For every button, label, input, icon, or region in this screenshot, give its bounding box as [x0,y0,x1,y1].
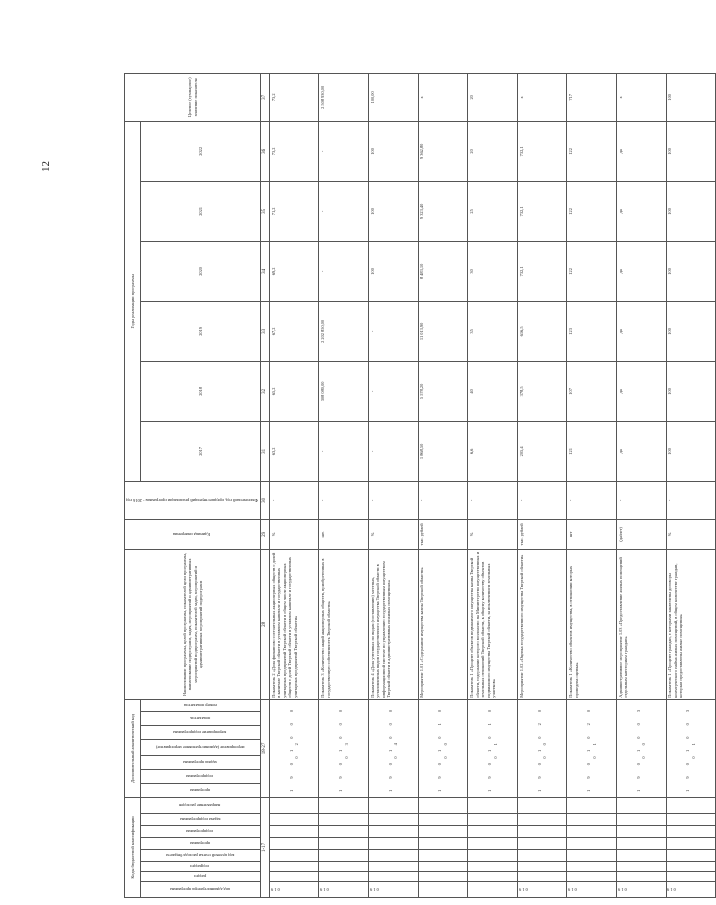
add-col-program: программа [141,783,261,797]
budget-col-target-article: код целевой статьи расхода бюджета [141,850,261,862]
budget-code-cell [567,850,617,862]
year-2018-header: 2018 [141,361,261,421]
base-year-cell: - [666,481,716,519]
base-year-cell: - [517,481,567,519]
year-value-cell: 100 [666,361,716,421]
budget-code-cell [468,872,518,882]
additional-code-cell: 1 9 0 1 0 2 0 0 1 [567,699,617,797]
year-value-cell: 100 [369,121,419,181]
target-value-cell: 20 [468,73,518,121]
budget-code-cell [567,838,617,850]
year-value-cell: - [319,181,369,241]
col-number-31: 31 [261,421,270,481]
budget-code-cell [567,826,617,838]
additional-code-cell: 1 9 0 1 0 1 0 0 0 [418,699,468,797]
additional-code-cell: 1 9 0 1 0 0 0 0 2 [269,699,319,797]
budget-code-cell [319,797,369,813]
year-value-cell: 616,5 [517,301,567,361]
budget-code-cell [517,826,567,838]
year-2017-header: 2017 [141,421,261,481]
add-col-activity: мероприятие (административное мероприятие) [141,739,261,755]
budget-code-cell [319,838,369,850]
col-numbers-add: 18-27 [261,699,270,797]
base-year-cell: - [418,481,468,519]
year-value-cell: да [617,181,667,241]
budget-code-cell [418,826,468,838]
budget-code-cell [567,814,617,826]
target-value-cell: 100 [666,73,716,121]
admin-code-cell: 0 1 9 [369,882,419,898]
col-numbers-budget: 1-17 [261,797,270,897]
budget-code-cell [418,862,468,872]
budget-code-cell [567,797,617,813]
year-value-cell: 100 [666,301,716,361]
budget-code-cell [269,826,319,838]
year-value-cell: 100 [666,421,716,481]
budget-code-cell [666,814,716,826]
base-year-cell: - [468,481,518,519]
unit-cell: шт. [319,519,369,549]
table-row [468,73,518,897]
budget-code-cell [269,814,319,826]
budget-code-cell [666,872,716,882]
year-value-cell: 205,4 [517,421,567,481]
additional-code-cell: 1 9 0 1 0 2 0 0 0 [517,699,567,797]
budget-code-cell [269,850,319,862]
budget-code-cell [567,872,617,882]
budget-classification-header: Коды бюджетной классификации [125,797,141,897]
year-value-cell: да [617,301,667,361]
year-value-cell: 65,2 [269,361,319,421]
unit-cell: тыс. рублей [517,519,567,549]
col-number-34: 34 [261,241,270,301]
row-name-cell: Показатель 4 «Доля учтенных по видам (составлению) местных, установленных видов государственного имущества Тверской области в информационной системе по управлению государственным имуществом Тверской области в административных нежилых помещениях» [369,549,419,699]
year-value-cell: да [617,241,667,301]
table-row [369,73,419,897]
row-name-cell: Мероприятие 1.02 «Оценка государственного имущества Тверской области» [517,549,567,699]
col-number-35: 35 [261,181,270,241]
budget-code-cell [468,814,518,826]
additional-code-cell: 1 9 0 1 0 0 0 0 4 [369,699,419,797]
year-value-cell: 11 013,90 [418,301,468,361]
unit-cell: шт [567,519,617,549]
table-row [319,73,369,897]
base-year-column-header: Фактический год, предшествующий реализации программы - 2016 год [125,481,261,519]
col-number-30: 30 [261,481,270,519]
row-name-cell: Показатель 1 «Количество объектов имущества, в отношении которых проведена оценка» [567,549,617,699]
unit-cell: тыс. рублей [418,519,468,549]
year-value-cell: 732,1 [517,181,567,241]
budget-col-admin: код администратора программы [141,882,261,898]
base-year-cell: - [369,481,419,519]
year-2020-header: 2020 [141,241,261,301]
budget-code-cell [666,850,716,862]
budget-code-cell [468,826,518,838]
year-2021-header: 2021 [141,181,261,241]
year-value-cell: 100 [666,121,716,181]
budget-col-subsection: подраздел [141,862,261,872]
budget-code-cell [617,850,667,862]
year-value-cell: 6,6 [468,421,518,481]
year-value-cell: 30 [468,241,518,301]
budget-code-cell [517,850,567,862]
budget-code-cell [319,850,369,862]
budget-code-cell [369,826,419,838]
base-year-cell: - [269,481,319,519]
year-value-cell: - [369,361,419,421]
budget-col-section: раздел [141,872,261,882]
year-value-cell: 100 [666,181,716,241]
unit-cell: (да/нет) [617,519,667,549]
year-value-cell: - [369,301,419,361]
additional-code-cell: 1 9 0 1 0 0 3 0 1 [666,699,716,797]
budget-code-cell [269,862,319,872]
admin-code-cell [418,882,468,898]
budget-code-cell [617,862,667,872]
year-value-cell: - [319,121,369,181]
additional-code-cell: 1 9 0 1 0 0 3 0 0 [617,699,667,797]
year-value-cell: - [319,241,369,301]
unit-cell: % [666,519,716,549]
add-col-subprogram: подпрограмма [141,769,261,783]
year-value-cell: 732,1 [517,241,567,301]
budget-code-cell [617,826,667,838]
page-number: 12 [40,161,52,172]
additional-code-header: Дополнительный аналитический код [125,699,141,797]
year-value-cell: да [617,421,667,481]
year-value-cell: 5 578,20 [418,361,468,421]
admin-code-cell: 0 1 9 [517,882,567,898]
budget-code-cell [369,797,419,813]
budget-code-cell [269,872,319,882]
budget-code-cell [666,838,716,850]
budget-code-cell [319,814,369,826]
col-number-28: 28 [261,549,270,699]
year-value-cell: 308 080,00 [319,361,369,421]
budget-code-cell [617,838,667,850]
year-value-cell: 9 362,80 [418,121,468,181]
year-value-cell: 2 202 850,00 [319,301,369,361]
year-value-cell: 100 [369,181,419,241]
year-value-cell: 25 [468,181,518,241]
year-value-cell: да [617,121,667,181]
table-row [666,73,716,897]
col-number-32: 32 [261,361,270,421]
admin-code-cell: 0 1 9 [319,882,369,898]
year-value-cell: 67,2 [269,301,319,361]
year-value-cell: 123 [567,301,617,361]
budget-code-cell [468,850,518,862]
year-value-cell: - [369,421,419,481]
budget-code-cell [517,872,567,882]
admin-code-cell: 0 1 9 [567,882,617,898]
budget-code-cell [369,862,419,872]
year-value-cell: 732,1 [517,121,567,181]
target-value-cell: 73,2 [269,73,319,121]
years-group-header: Годы реализации программы [125,121,141,481]
table-row [567,73,617,897]
budget-code-cell [269,797,319,813]
unit-column-header: Единица измерения [125,519,261,549]
budget-code-cell [369,872,419,882]
col-number-33: 33 [261,301,270,361]
budget-code-cell [617,872,667,882]
year-value-cell: 40 [468,361,518,421]
base-year-cell: - [617,481,667,519]
col-number-36: 36 [261,121,270,181]
budget-col-program: программа [141,838,261,850]
admin-code-cell: 0 1 9 [617,882,667,898]
budget-code-cell [369,814,419,826]
row-name-cell: Показатель 3 «Количество акций акционерных обществ, приобретенных в государственную собственность Тверской области» [319,549,369,699]
budget-code-cell [517,814,567,826]
year-value-cell: 122 [567,121,617,181]
budget-code-cell [617,814,667,826]
budget-col-subprogram: подпрограмма [141,826,261,838]
budget-code-cell [517,838,567,850]
budget-code-cell [468,838,518,850]
year-2019-header: 2019 [141,301,261,361]
budget-code-cell [319,862,369,872]
table-row [517,73,567,897]
budget-code-cell [666,826,716,838]
budget-code-cell [468,862,518,872]
admin-code-cell: 0 1 9 [666,882,716,898]
row-name-cell: Административное мероприятие 1.03 «Предоставление жилых помещений отдельным категориям граждан» [617,549,667,699]
target-value-cell: х [418,73,468,121]
program-table-sheet [124,77,696,898]
budget-code-cell [418,814,468,826]
budget-code-cell [369,838,419,850]
unit-cell: % [468,519,518,549]
year-value-cell: 8 483,10 [418,241,468,301]
budget-code-cell [617,797,667,813]
year-value-cell: 69,2 [269,241,319,301]
add-col-subprogram-activity: мероприятие подпрограммы [141,725,261,739]
add-col-indicator: показатель [141,711,261,725]
add-col-indicator-number: номер показателя [141,699,261,711]
budget-code-cell [567,862,617,872]
unit-cell: % [269,519,319,549]
add-col-task: задача программы [141,755,261,769]
row-name-cell: Мероприятие 1.01 «Содержание имущества казны Тверской области» [418,549,468,699]
budget-code-cell [517,797,567,813]
budget-code-cell [319,826,369,838]
budget-code-cell [269,838,319,850]
year-value-cell: 121 [567,421,617,481]
year-value-cell: 100 [666,241,716,301]
target-value-cell: 2 508 930,00 [319,73,369,121]
base-year-cell: - [567,481,617,519]
budget-code-cell [418,838,468,850]
year-value-cell: 35 [468,301,518,361]
year-value-cell: 122 [567,181,617,241]
budget-code-cell [418,850,468,862]
budget-code-cell [666,797,716,813]
target-value-cell: х [517,73,567,121]
year-value-cell: 73,2 [269,121,319,181]
year-value-cell: 122 [567,241,617,301]
budget-code-cell [517,862,567,872]
row-name-cell: Показатель 1 «Процент объектов недвижимого имущества казны Тверской области, содержание которого возложено на Министерство имущественных и земельных отношений Тверской области, к общему количеству объектов недвижимого имущества Тверской области, за исключением земельных участков» [468,549,518,699]
name-column-header: Наименование программы, целей программы, показателей цели программы, наименование подпрограмм, задач, мероприятий и административных мероприятий подпрограмм, показателей задач, мероприятий и административных мероприятий подпрограмм [125,549,261,699]
budget-code-cell [418,797,468,813]
budget-code-cell [319,872,369,882]
year-value-cell: 71,2 [269,181,319,241]
target-column-header: Целевое (суммарное) значение показателя [125,73,261,121]
target-value-cell: х [617,73,667,121]
table-row [617,73,667,897]
budget-col-task: задача подпрограммы [141,814,261,826]
admin-code-cell: 0 1 9 [269,882,319,898]
budget-col-expense-direction: направление расходов [141,797,261,813]
target-value-cell: 717 [567,73,617,121]
col-number-29: 29 [261,519,270,549]
year-value-cell: 378,5 [517,361,567,421]
table-row [418,73,468,897]
year-value-cell: 9 323,40 [418,181,468,241]
admin-code-cell [468,882,518,898]
year-value-cell: 107 [567,361,617,421]
program-table [124,73,716,898]
year-value-cell: - [319,421,369,481]
year-value-cell: да [617,361,667,421]
column-number-row [261,73,270,897]
budget-code-cell [369,850,419,862]
additional-code-cell: 1 9 0 1 0 0 0 0 3 [319,699,369,797]
year-value-cell: 100 [369,241,419,301]
col-number-37: 37 [261,73,270,121]
year-value-cell: 20 [468,121,518,181]
table-row [269,73,319,897]
additional-code-cell: 1 9 0 1 0 1 0 0 1 [468,699,518,797]
row-name-cell: Показатель 2 «Доля финансово состоятельных акционерных обществ с долей в капитале Тверской области в уставном капитале и государственных унитарных предприятий Тверской области в общем числе акционерных обществ с долей Тверской области в уставном капитале и государственных унитарных предприятий Тверской области» [269,549,319,699]
year-value-cell: 1 868,50 [418,421,468,481]
base-year-cell: - [319,481,369,519]
budget-code-cell [468,797,518,813]
target-value-cell: 100,00 [369,73,419,121]
unit-cell: % [369,519,419,549]
row-name-cell: Показатель 1 «Процент граждан, с которыми заключены договоры коммерческого найма жилых помещений, в общем количестве граждан, которым предоставлены жилые помещения» [666,549,716,699]
budget-code-cell [666,862,716,872]
year-2022-header: 2022 [141,121,261,181]
year-value-cell: 63,2 [269,421,319,481]
budget-code-cell [418,872,468,882]
